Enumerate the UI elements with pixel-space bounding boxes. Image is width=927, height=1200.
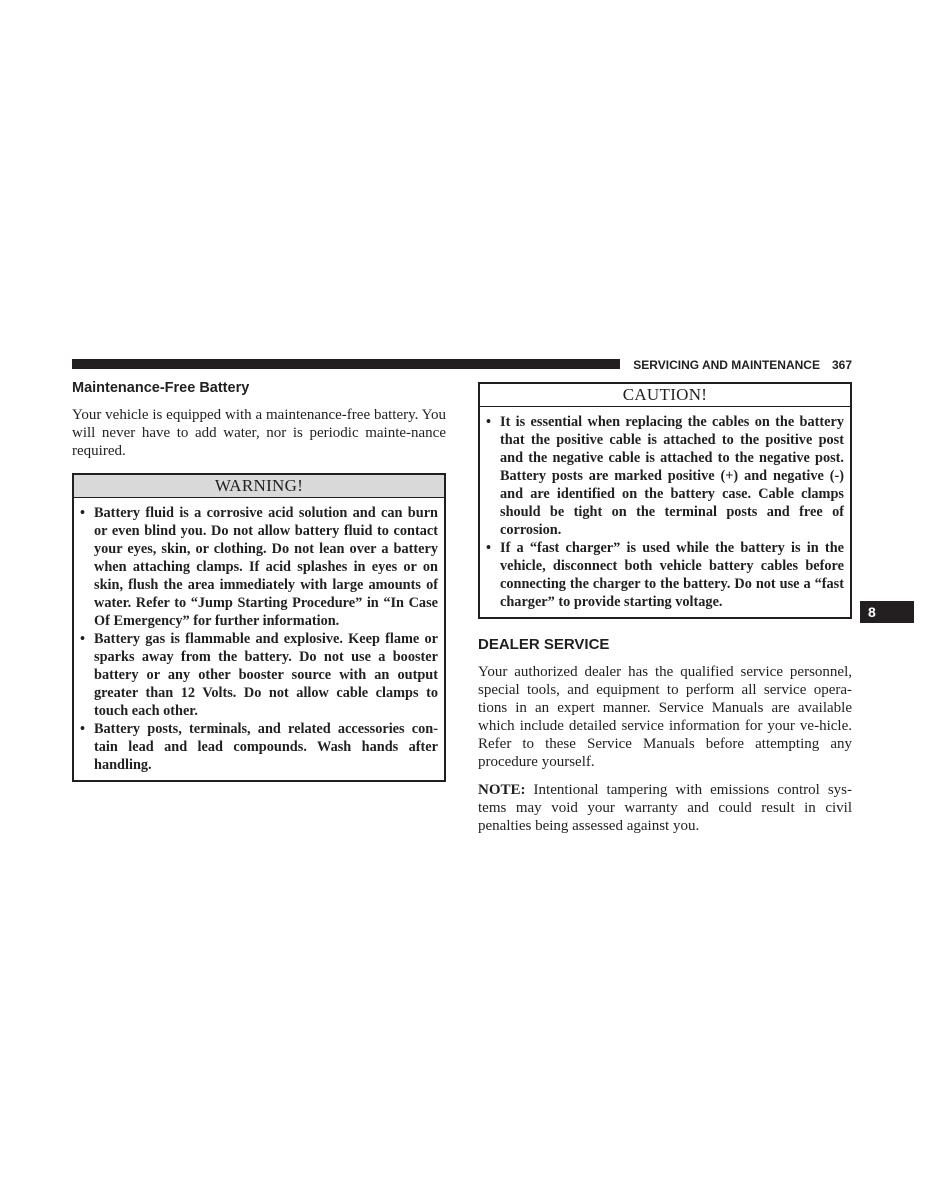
caution-item-text: If a “fast charger” is used while the battery is in the vehicle, disconnect both vehicle battery cables before connecting the charger to the battery. Do not use a “fast charger” to provide starting voltage. [500, 540, 844, 610]
warning-item [80, 720, 438, 774]
caution-item [486, 539, 844, 611]
section-title: SERVICING AND MAINTENANCE [633, 358, 820, 372]
running-header [628, 357, 852, 373]
bullet-icon: • [80, 505, 86, 521]
note-label: NOTE: [478, 782, 526, 798]
caution-title: CAUTION! [480, 384, 850, 407]
warning-title: WARNING! [74, 475, 444, 498]
chapter-tab: 8 [860, 601, 914, 623]
warning-item-text: Battery fluid is a corrosive acid solution and can burn or even blind you. Do not allow battery fluid to contact your eyes, skin, or clothing. Do not lean over a battery when attaching clamps. If acid splashes in eyes or on skin, flush the area immediately with large amounts of water. Refer to “Jump Starting Procedure” in “In Case Of Emergency” for further information. [94, 505, 438, 629]
header-rule [72, 359, 620, 369]
caution-item-text: It is essential when replacing the cables on the battery that the positive cable is attached to the positive post and the negative cable is attached to the negative post. Battery posts are marked positive (+) and negative (-) and are identified on the battery case. Cable clamps should be tight on the terminal posts and free of corrosion. [500, 414, 844, 538]
warning-item [80, 630, 438, 720]
bullet-icon: • [486, 414, 492, 430]
warning-item-text: Battery posts, terminals, and related accessories con-tain lead and lead compounds. Wash hands after handling. [94, 721, 438, 773]
bullet-icon: • [80, 721, 86, 737]
note-text: Intentional tampering with emissions control sys-tems may void your warranty and could result in civil penalties being assessed against you. [478, 782, 852, 834]
dealer-service-heading: DEALER SERVICE [478, 636, 610, 653]
left-column [72, 378, 446, 782]
maintenance-free-intro: Your vehicle is equipped with a maintenance-free battery. You will never have to add water, nor is periodic mainte-nance required. [72, 407, 446, 459]
maintenance-free-battery-heading: Maintenance-Free Battery [72, 380, 250, 396]
note-paragraph [478, 781, 852, 835]
caution-box [478, 382, 852, 619]
caution-list [480, 407, 850, 617]
warning-list [74, 498, 444, 780]
bullet-icon: • [80, 631, 86, 647]
caution-item [486, 413, 844, 539]
warning-item-text: Battery gas is flammable and explosive. Keep flame or sparks away from the battery. Do not use a booster battery or any other booster source with an output greater than 12 Volts. Do not allow cable clamps to touch each other. [94, 631, 438, 719]
dealer-service-text: Your authorized dealer has the qualified service personnel, special tools, and equipment to perform all service opera-tions in an expert manner. Service Manuals are available which include detailed service information for your ve-hicle. Refer to these Service Manuals before attempting any procedure yourself. [478, 664, 852, 770]
warning-item [80, 504, 438, 630]
warning-box [72, 473, 446, 782]
right-column [478, 382, 852, 835]
bullet-icon: • [486, 540, 492, 556]
page-number: 367 [831, 358, 852, 372]
